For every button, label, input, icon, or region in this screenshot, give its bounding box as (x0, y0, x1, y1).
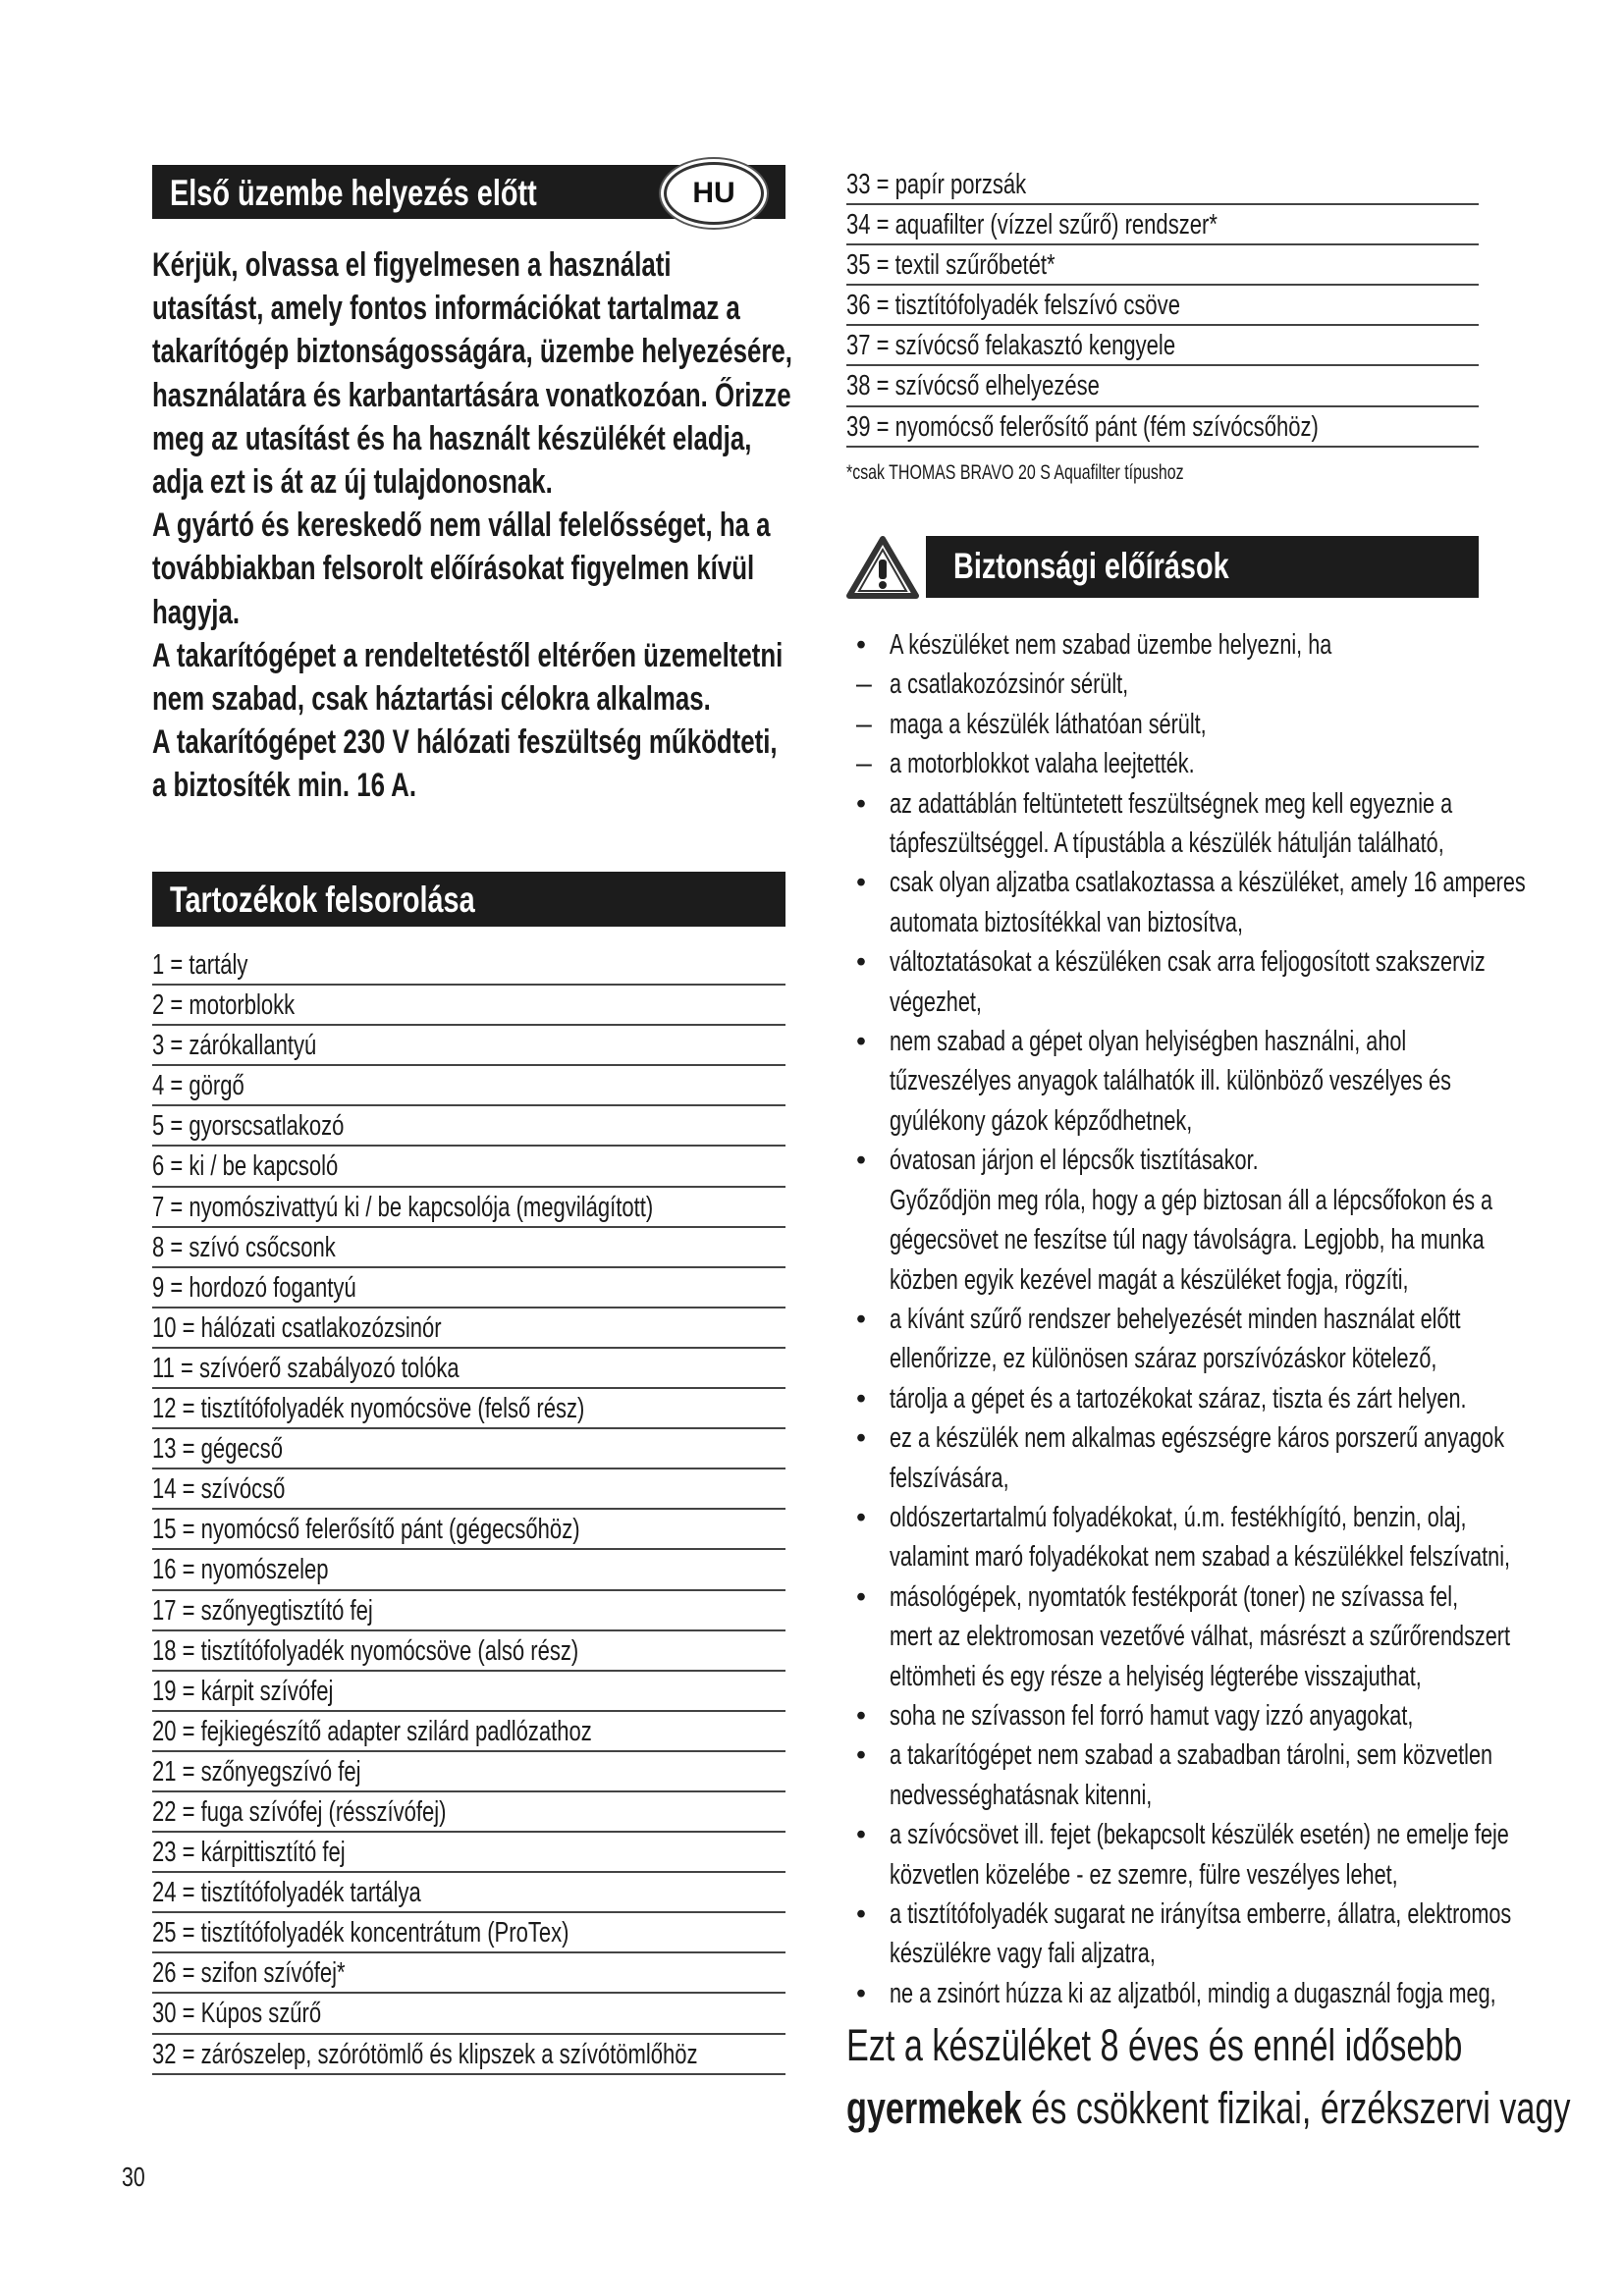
safety-line-text: gégecsövet ne feszítse túl nagy távolságra. Legjobb, ha munka (890, 1224, 1485, 1256)
safety-line-text: valamint maró folyadékokat nem szabad a készülékkel felszívatni, (890, 1541, 1511, 1574)
intro-line-text: adja ezt is át az új tulajdonosnak. (152, 463, 553, 502)
section-title: Biztonsági előírások (953, 546, 1229, 586)
intro-line-text: meg az utasítást és ha használt készülékét eladja, (152, 419, 752, 457)
intro-line (152, 591, 800, 634)
safety-line (856, 942, 1494, 982)
intro-line (152, 764, 800, 807)
safety-line-text: ne a zsinórt húzza ki az aljzatból, mindig a dugasznál fogja meg, (890, 1977, 1496, 2009)
safety-line (856, 1815, 1509, 1854)
safety-item (856, 1815, 1509, 1895)
closing-bold-word: gyermekek (846, 2083, 1022, 2133)
section-header-first-use (152, 165, 785, 219)
accessory-list-left (152, 945, 785, 2075)
list-item-text: 36 = tisztítófolyadék felszívó csöve (846, 290, 1180, 322)
list-item-text: 5 = gyorscsatlakozó (152, 1110, 345, 1143)
bullet-icon: • (856, 1977, 866, 2009)
safety-line-text: készülékre vagy fali aljzatra, (890, 1938, 1156, 1970)
list-item-text: 13 = gégecső (152, 1433, 283, 1466)
footnote-text: *csak THOMAS BRAVO 20 S Aquafilter típushoz (846, 461, 1184, 484)
intro-line-text: nem szabad, csak háztartási célokra alkalmas. (152, 680, 711, 719)
safety-line (856, 983, 1494, 1022)
safety-line-text: óvatosan járjon el lépcsők tisztításakor. (890, 1145, 1259, 1177)
bullet-icon: • (856, 946, 866, 979)
intro-line (152, 330, 800, 373)
dash-icon: – (856, 668, 872, 701)
safety-line-text: soha ne szívasson fel forró hamut vagy izzó anyagokat, (890, 1699, 1414, 1732)
safety-line (856, 1260, 1494, 1300)
intro-line (152, 287, 800, 330)
safety-item (856, 1696, 1494, 1735)
safety-line-text: változtatásokat a készüléken csak arra feljogosított szakszerviz (890, 946, 1486, 979)
intro-line (152, 374, 800, 417)
bullet-icon: • (856, 1898, 866, 1930)
section-header-accessories (152, 872, 785, 927)
list-item (152, 2035, 785, 2075)
safety-line-text: tűzveszélyes anyagok találhatók ill. különböző veszélyes és (890, 1065, 1451, 1097)
safety-line (856, 1181, 1494, 1220)
bullet-icon: • (856, 1580, 866, 1613)
dash-icon: – (856, 748, 872, 780)
list-item (152, 1066, 785, 1106)
bullet-icon: • (856, 1819, 866, 1851)
safety-item (856, 1974, 1494, 2013)
language-badge (664, 162, 764, 225)
list-item (152, 1026, 785, 1066)
safety-line (856, 863, 1526, 902)
intro-line-text: a biztosíték min. 16 A. (152, 767, 417, 805)
list-item (846, 326, 1479, 366)
language-badge-label: HU (692, 177, 735, 209)
list-item-text: 11 = szívóerő szabályozó tolóka (152, 1352, 460, 1384)
safety-line-text: tárolja a gépet és a tartozékokat száraz, tiszta és zárt helyen. (890, 1382, 1467, 1415)
list-item-text: 7 = nyomószivattyú ki / be kapcsolója (megvilágított) (152, 1191, 654, 1223)
bullet-icon: • (856, 1739, 866, 1772)
list-item (152, 1591, 785, 1631)
intro-line-text: utasítást, amely fontos információkat tartalmaz a (152, 290, 740, 328)
safety-line (856, 1459, 1494, 1498)
list-item-text: 38 = szívócső elhelyezése (846, 370, 1100, 402)
intro-text (152, 243, 800, 808)
safety-line (856, 1696, 1494, 1735)
safety-line (856, 1735, 1494, 1775)
safety-line (856, 903, 1494, 942)
list-item (152, 1913, 785, 1953)
section-header-safety (926, 536, 1479, 598)
safety-line (856, 705, 1494, 744)
safety-line (856, 665, 1494, 704)
list-item (846, 205, 1479, 245)
safety-line (856, 1141, 1494, 1180)
section-title: Tartozékok felsorolása (170, 880, 475, 920)
closing-line: és csökkent fizikai, érzékszervi vagy (1021, 2083, 1571, 2133)
safety-item (856, 784, 1494, 864)
safety-line-text: közben egyik kezével magát a készüléket fogja, rögzíti, (890, 1263, 1409, 1296)
list-item-text: 33 = papír porzsák (846, 169, 1027, 200)
safety-line-text: tápfeszültséggel. A típustábla a készülék hátulján található, (890, 828, 1444, 860)
closing-text (846, 2014, 1624, 2140)
safety-line-text: nem szabad a gépet olyan helyiségben használni, ahol (890, 1026, 1407, 1058)
safety-item (856, 1300, 1494, 1379)
safety-line (856, 824, 1494, 863)
bullet-icon: • (856, 1026, 866, 1058)
safety-line-text: végezhet, (890, 986, 982, 1018)
intro-line-text: takarítógép biztonságosságára, üzembe helyezésére, (152, 333, 792, 371)
list-item-text: 15 = nyomócső felerősítő pánt (gégecsőhöz) (152, 1514, 580, 1546)
list-item-text: 9 = hordozó fogantyú (152, 1271, 356, 1304)
list-item-text: 21 = szőnyegszívó fej (152, 1755, 361, 1788)
safety-item (856, 1022, 1494, 1141)
list-item-text: 18 = tisztítófolyadék nyomócsöve (alsó rész) (152, 1634, 579, 1667)
safety-item (856, 1498, 1511, 1577)
safety-item (856, 705, 1494, 744)
bullet-icon: • (856, 867, 866, 899)
bullet-icon: • (856, 1382, 866, 1415)
list-item-text: 26 = szifon szívófej* (152, 1957, 346, 1990)
list-item (152, 945, 785, 986)
section-title: Első üzembe helyezés előtt (170, 173, 537, 213)
list-item-text: 20 = fejkiegészítő adapter szilárd padlózathoz (152, 1715, 592, 1747)
intro-line-text: A takarítógépet a rendeltetéstől eltérően üzemeltetni (152, 636, 784, 674)
list-item-text: 2 = motorblokk (152, 989, 296, 1022)
safety-item (856, 744, 1494, 783)
bullet-icon: • (856, 1422, 866, 1455)
list-item (152, 1349, 785, 1389)
safety-item (856, 942, 1494, 1022)
intro-line-text: hagyja. (152, 593, 241, 631)
list-item (152, 1672, 785, 1712)
list-item-text: 34 = aquafilter (vízzel szűrő) rendszer* (846, 209, 1218, 241)
safety-line (856, 1657, 1494, 1696)
intro-line-text: továbbiakban felsorolt előírásokat figyelmen kívül (152, 550, 755, 588)
list-item-text: 16 = nyomószelep (152, 1554, 329, 1586)
list-item-text: 6 = ki / be kapcsoló (152, 1150, 339, 1183)
safety-line-text: felszívására, (890, 1462, 1009, 1494)
intro-line (152, 460, 800, 504)
safety-line-text: nedvességhatásnak kitenni, (890, 1779, 1153, 1811)
bullet-icon: • (856, 629, 866, 661)
warning-triangle-icon (846, 536, 919, 599)
intro-line (152, 417, 800, 460)
safety-line-text: automata biztosítékkal van biztosítva, (890, 906, 1243, 938)
list-item-text: 19 = kárpit szívófej (152, 1675, 334, 1707)
safety-line (856, 784, 1494, 824)
accessory-list-right (846, 165, 1479, 448)
list-item-text: 23 = kárpittisztító fej (152, 1837, 346, 1869)
safety-item (856, 665, 1494, 704)
list-item (152, 1188, 785, 1228)
list-item (846, 165, 1479, 205)
list-item (152, 1833, 785, 1873)
safety-line-text: másológépek, nyomtatók festékporát (toner) ne szívassa fel, (890, 1580, 1459, 1613)
safety-item (856, 1418, 1505, 1498)
safety-line (856, 1220, 1494, 1259)
list-item-text: 10 = hálózati csatlakozózsinór (152, 1311, 442, 1344)
intro-line (152, 504, 800, 547)
list-item (152, 1792, 785, 1833)
list-item-text: 17 = szőnyegtisztító fej (152, 1594, 373, 1627)
list-item (152, 1228, 785, 1268)
bullet-icon: • (856, 1145, 866, 1177)
safety-line (856, 1537, 1511, 1576)
safety-line (856, 625, 1494, 665)
safety-line-text: eltömheti és egy része a helyiség légterébe visszajuthat, (890, 1660, 1422, 1692)
list-item (846, 286, 1479, 326)
list-item (152, 986, 785, 1026)
list-item-text: 12 = tisztítófolyadék nyomócsöve (felső rész) (152, 1393, 585, 1425)
safety-line-text: a tisztítófolyadék sugarat ne irányítsa emberre, állatra, elektromos (890, 1898, 1512, 1930)
list-item (152, 1308, 785, 1349)
bullet-icon: • (856, 1501, 866, 1533)
list-item-text: 32 = zárószelep, szórótömlő és klipszek a szívótömlőhöz (152, 2038, 698, 2070)
list-item (152, 1873, 785, 1913)
list-item-text: 3 = zárókallantyú (152, 1030, 317, 1062)
safety-line-text: mert az elektromosan vezetővé válhat, másrészt a szűrőrendszert (890, 1621, 1511, 1653)
list-item-text: 35 = textil szűrőbetét* (846, 249, 1056, 282)
safety-line (856, 744, 1494, 783)
list-item-text: 37 = szívócső felakasztó kengyele (846, 330, 1176, 362)
intro-line (152, 547, 800, 590)
safety-line (856, 1895, 1512, 1934)
safety-line-text: ez a készülék nem alkalmas egészségre káros porszerű anyagok (890, 1422, 1505, 1455)
intro-line-text: A gyártó és kereskedő nem vállal felelősséget, ha a (152, 507, 771, 545)
list-item (846, 366, 1479, 406)
list-item (152, 1469, 785, 1510)
list-item-text: 1 = tartály (152, 949, 248, 981)
safety-item (856, 1895, 1512, 1974)
list-item (152, 1994, 785, 2034)
list-item-text: 39 = nyomócső felerősítő pánt (fém szívócsőhöz) (846, 410, 1319, 443)
list-item-text: 14 = szívócső (152, 1473, 286, 1506)
bullet-icon: • (856, 787, 866, 820)
safety-line (856, 1379, 1494, 1418)
safety-line-text: közvetlen közelébe - ez szemre, fülre veszélyes lehet, (890, 1858, 1398, 1891)
safety-line-text: Győződjön meg róla, hogy a gép biztosan áll a lépcsőfokon és a (890, 1184, 1493, 1216)
safety-line-text: ellenőrizze, ez különösen száraz porszívózáskor kötelező, (890, 1343, 1437, 1375)
safety-line (856, 1339, 1494, 1378)
safety-line (856, 1498, 1494, 1537)
safety-item (856, 625, 1494, 665)
safety-item (856, 863, 1526, 942)
list-item-text: 8 = szívó csőcsonk (152, 1231, 336, 1263)
safety-line-text: A készüléket nem szabad üzembe helyezni, ha (890, 629, 1332, 661)
list-item-text: 4 = görgő (152, 1070, 244, 1102)
intro-line-text: használatára és karbantartására vonatkozóan. Őrizze (152, 376, 791, 414)
safety-line (856, 1577, 1494, 1617)
safety-line (856, 1855, 1494, 1895)
safety-line-text: a szívócsövet ill. fejet (bekapcsolt készülék esetén) ne emelje feje (890, 1819, 1509, 1851)
bullet-icon: • (856, 1699, 866, 1732)
safety-line (856, 1776, 1494, 1815)
safety-line (856, 1061, 1494, 1100)
list-item-text: 25 = tisztítófolyadék koncentrátum (ProTex) (152, 1917, 569, 1949)
list-item (152, 1712, 785, 1752)
intro-line (152, 243, 800, 287)
safety-line-text: maga a készülék láthatóan sérült, (890, 708, 1207, 740)
list-item (152, 1631, 785, 1672)
list-item (846, 407, 1479, 448)
dash-icon: – (856, 708, 872, 740)
list-item (846, 245, 1479, 286)
safety-line-text: a kívánt szűrő rendszer behelyezését minden használat előtt (890, 1303, 1461, 1335)
list-item-text: 22 = fuga szívófej (résszívófej) (152, 1795, 447, 1828)
safety-line-text: a motorblokkot valaha leejtették. (890, 748, 1195, 780)
safety-line (856, 1101, 1494, 1141)
list-item (152, 1147, 785, 1187)
safety-line-text: gyúlékony gázok képződhetnek, (890, 1104, 1193, 1137)
list-item (152, 1953, 785, 1994)
safety-line-text: csak olyan aljzatba csatlakoztassa a készüléket, amely 16 amperes (890, 867, 1526, 899)
list-item (152, 1106, 785, 1147)
intro-line (152, 721, 800, 764)
safety-line (856, 1300, 1494, 1339)
list-item (152, 1268, 785, 1308)
intro-line-text: A takarítógépet 230 V hálózati feszültség működteti, (152, 723, 778, 762)
safety-line (856, 1418, 1505, 1458)
list-item (152, 1429, 785, 1469)
safety-item (856, 1141, 1494, 1300)
safety-item (856, 1577, 1511, 1696)
footnote (846, 461, 1290, 485)
safety-line (856, 1617, 1511, 1656)
list-item-text: 30 = Kúpos szűrő (152, 1998, 322, 2030)
safety-item (856, 1735, 1494, 1815)
safety-line (856, 1974, 1494, 2013)
safety-line-text: a csatlakozózsinór sérült, (890, 668, 1129, 701)
list-item (152, 1389, 785, 1429)
safety-line (856, 1022, 1494, 1061)
list-item (152, 1550, 785, 1590)
bullet-icon: • (856, 1303, 866, 1335)
safety-item (856, 1379, 1494, 1418)
intro-line (152, 677, 800, 721)
list-item (152, 1510, 785, 1550)
safety-line-text: az adattáblán feltüntetett feszültségnek meg kell egyeznie a (890, 787, 1453, 820)
safety-line-text: a takarítógépet nem szabad a szabadban tárolni, sem közvetlen (890, 1739, 1493, 1772)
intro-line (152, 634, 800, 677)
safety-line-text: oldószertartalmú folyadékokat, ú.m. festékhígító, benzin, olaj, (890, 1501, 1467, 1533)
list-item-text: 24 = tisztítófolyadék tartálya (152, 1877, 421, 1909)
safety-list (856, 625, 1526, 2013)
intro-line-text: Kérjük, olvassa el figyelmesen a használati (152, 246, 672, 284)
safety-line (856, 1934, 1494, 1973)
page-number (122, 2162, 152, 2193)
list-item (152, 1752, 785, 1792)
closing-line: Ezt a készüléket 8 éves és ennél idősebb (846, 2020, 1463, 2070)
page-number-text: 30 (122, 2162, 145, 2192)
